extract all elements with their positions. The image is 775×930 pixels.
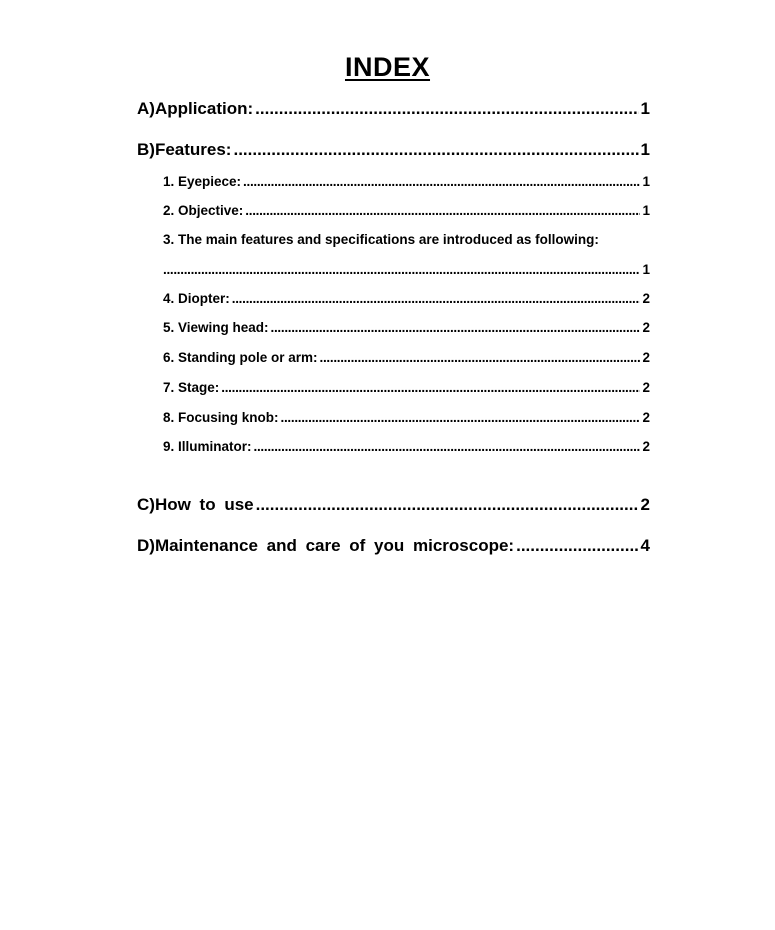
- toc-label: D)Maintenance and care of you microscope:: [137, 536, 515, 555]
- toc-label: 1. Eyepiece:: [163, 174, 242, 189]
- dot-leader: [256, 495, 639, 515]
- toc-entry-objective: [163, 203, 650, 218]
- toc-entry-focusing-knob: [163, 410, 650, 425]
- dot-leader: [271, 320, 641, 335]
- dot-leader: [233, 140, 638, 160]
- toc-label: 4. Diopter:: [163, 291, 230, 306]
- toc-label: 2. Objective:: [163, 203, 244, 218]
- index-title: INDEX: [344, 52, 431, 82]
- dot-leader: [516, 536, 638, 556]
- toc-entry-stage: [163, 380, 650, 395]
- toc-page-number: 2: [642, 350, 650, 365]
- toc-page-number: 1: [642, 262, 650, 277]
- toc-page-number: 2: [642, 410, 650, 425]
- toc-entry-diopter: [163, 291, 650, 306]
- dot-leader: [221, 380, 640, 395]
- toc-entry-eyepiece: [163, 174, 650, 189]
- toc-entry-maintenance: [137, 536, 650, 556]
- toc-page-number: 4: [640, 536, 650, 555]
- toc-entry-standing-pole: [163, 350, 650, 365]
- toc-page-number: 2: [642, 320, 650, 335]
- dot-leader: [254, 439, 641, 454]
- toc-page-number: 2: [642, 439, 650, 454]
- toc-label: B)Features:: [137, 140, 232, 159]
- toc-entry-features: [137, 140, 650, 160]
- dot-leader: [320, 350, 641, 365]
- toc-label: C)How to use: [137, 495, 254, 514]
- toc-label: 9. Illuminator:: [163, 439, 252, 454]
- toc-entry-illuminator: [163, 439, 650, 454]
- dot-leader: [243, 174, 640, 189]
- toc-entry-main-features: [163, 262, 650, 277]
- toc-entry-application: [137, 99, 650, 119]
- toc-label: 7. Stage:: [163, 380, 220, 395]
- dot-leader: [255, 99, 638, 119]
- toc-page-number: 1: [642, 203, 650, 218]
- dot-leader: [163, 262, 640, 277]
- toc-label: 8. Focusing knob:: [163, 410, 279, 425]
- toc-entry-viewing-head: [163, 320, 650, 335]
- dot-leader: [232, 291, 641, 306]
- toc-page-number: 2: [640, 495, 650, 514]
- toc-label: 5. Viewing head:: [163, 320, 269, 335]
- toc-page-number: 1: [642, 174, 650, 189]
- toc-label: A)Application:: [137, 99, 254, 118]
- toc-entry-how-to-use: [137, 495, 650, 515]
- toc-entry-main-features-label: 3. The main features and specifications are introduced as following:: [163, 232, 599, 247]
- dot-leader: [281, 410, 641, 425]
- toc-page-number: 2: [642, 291, 650, 306]
- toc-page-number: 1: [640, 99, 650, 118]
- toc-page-number: 2: [642, 380, 650, 395]
- dot-leader: [245, 203, 640, 218]
- toc-label: 6. Standing pole or arm:: [163, 350, 318, 365]
- toc-page-number: 1: [640, 140, 650, 159]
